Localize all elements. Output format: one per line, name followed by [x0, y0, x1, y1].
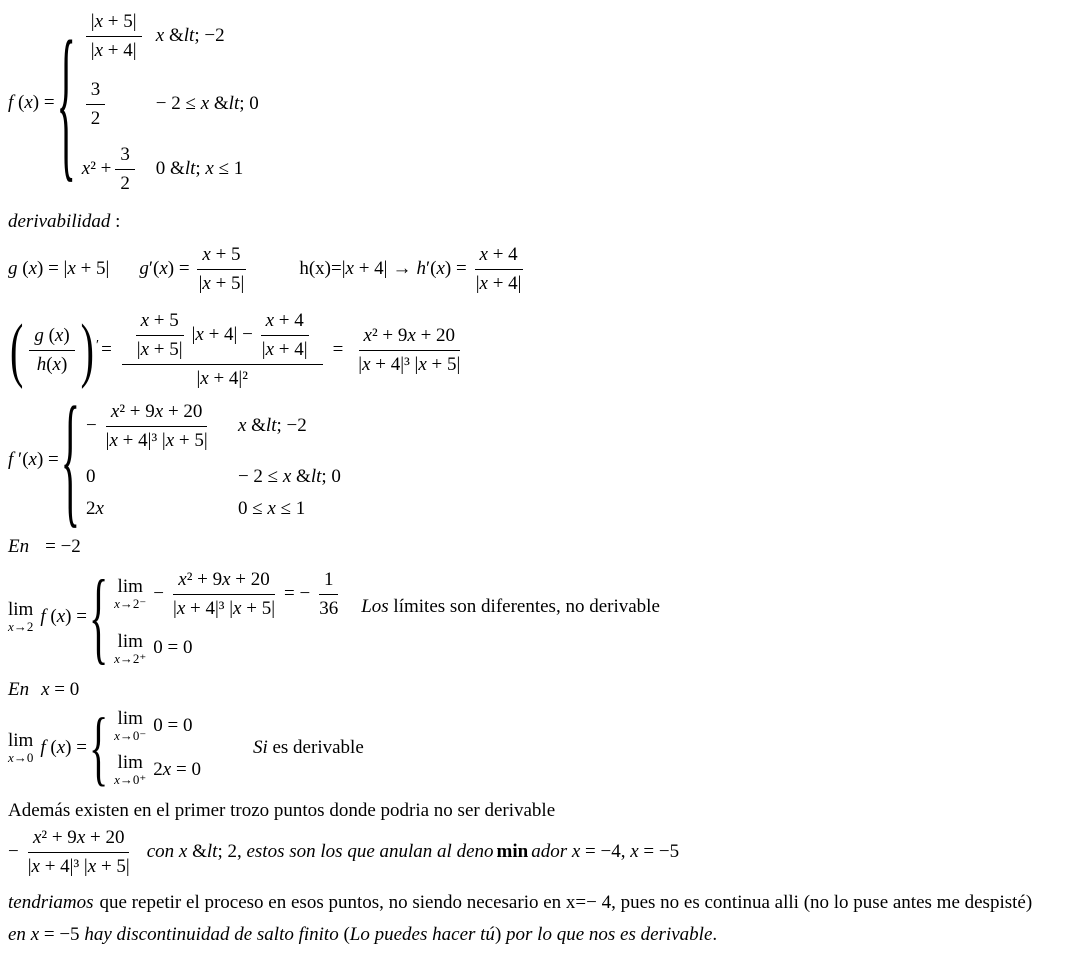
- condition: x &lt; −2: [155, 24, 225, 46]
- lim-subscript: x→2⁺: [114, 650, 147, 666]
- numerator: g (x): [29, 324, 74, 351]
- big-numerator: [122, 309, 323, 366]
- condition: − 2 ≤ x &lt; 0: [155, 92, 259, 114]
- paragraph-first-piece-note: [8, 800, 1085, 822]
- minus-sign: −: [8, 841, 19, 863]
- limit-cases: [114, 709, 201, 786]
- condition: − 2 ≤ x &lt; 0: [237, 465, 341, 487]
- denominator: 2: [120, 173, 130, 195]
- limit-operator: [114, 632, 146, 666]
- note-italic-word: Si: [252, 736, 268, 758]
- condition: 0 &lt; x ≤ 1: [155, 158, 244, 180]
- fraction: [86, 10, 142, 62]
- quotient-rule-equation: [8, 309, 1085, 391]
- denominator-zeros-line: [8, 826, 1085, 878]
- prime-mark: ′: [96, 337, 100, 353]
- condition: x &lt; −2: [237, 415, 307, 437]
- big-fraction: [122, 309, 323, 391]
- f-of-x-equals: f (x) =: [40, 605, 87, 627]
- f-prime-case-2: [86, 466, 341, 488]
- result-fraction: [314, 568, 343, 620]
- limit-operator: [8, 600, 33, 634]
- numerator: x² + 9x + 20: [28, 826, 130, 853]
- result-fraction: [353, 324, 465, 376]
- limit-right-row: [114, 632, 660, 666]
- numerator: x² + 9x + 20: [173, 568, 275, 595]
- italic-lead-word: tendriamos: [8, 892, 94, 914]
- denominator: |x + 5|: [136, 338, 183, 360]
- en-word: En: [8, 679, 30, 701]
- denominator: h(x): [36, 353, 68, 375]
- denominator: |x + 4|³ |x + 5|: [358, 353, 461, 375]
- left-brace: {: [88, 556, 109, 674]
- limit-operator: [114, 753, 146, 787]
- g-definition: g (x) = |x + 5|: [8, 257, 110, 279]
- equals-sign: =: [101, 338, 112, 360]
- note-italic-word: Los: [361, 595, 389, 617]
- f-prime-lhs: f ′(x) =: [8, 449, 59, 471]
- numerator: x + 5: [197, 243, 245, 270]
- f-of-x-equals: f (x) =: [40, 736, 87, 758]
- limit-operator: [114, 577, 146, 611]
- denominator: |x + 4|³ |x + 5|: [27, 856, 130, 878]
- en-minus-2-line: [8, 536, 1085, 558]
- fraction: [168, 568, 280, 620]
- en-value: = −2: [45, 535, 81, 557]
- limit-left-row: [114, 568, 660, 620]
- h-abs: |x + 4|: [341, 257, 388, 279]
- note-roman-text: es derivable: [272, 736, 364, 758]
- lim-word: lim: [117, 751, 143, 773]
- lim-subscript: x→0: [8, 749, 34, 765]
- left-paren: (: [10, 308, 24, 390]
- inner-fraction-2: [257, 309, 313, 361]
- fraction: [23, 826, 135, 878]
- lim-subscript: x→0⁻: [114, 728, 147, 744]
- lim-subscript: x→2: [8, 618, 34, 634]
- f-prime-cases: [86, 400, 341, 520]
- numerator: 1: [319, 568, 339, 595]
- f-prime-case-1: [86, 400, 341, 452]
- limit-operator: [114, 709, 146, 743]
- numerator: x + 4: [475, 243, 523, 270]
- g-prime-lhs: g′(x) =: [139, 257, 190, 279]
- lim-subscript: x→0⁺: [114, 771, 147, 787]
- limit-at-0-block: [8, 699, 1085, 795]
- expression: 2 x: [85, 497, 104, 519]
- expression: 0: [85, 465, 96, 487]
- lim-word: lim: [117, 708, 143, 730]
- numerator: 3: [86, 78, 106, 105]
- right-paren: ): [80, 308, 94, 390]
- h-prime-fraction: [471, 243, 527, 295]
- h-definition-lhs: h(x)=: [299, 257, 342, 279]
- limit-right-row: [114, 753, 201, 787]
- fraction: [115, 143, 135, 195]
- expression: x² +: [81, 158, 112, 180]
- lim-word: lim: [117, 630, 143, 652]
- f-case-1: [82, 10, 259, 62]
- denominator: 36: [319, 597, 339, 619]
- roman-text: que repetir el proceso en esos puntos, no siendo necesario en x=− 4, pues no es continua alli (no lo puse antes me despisté): [99, 892, 1033, 914]
- numerator: x + 4: [261, 309, 309, 336]
- paragraph-text: en x = −5 hay discontinuidad de salto finito (Lo puedes hacer tú) por lo que nos es derivable.: [8, 924, 718, 946]
- denominator: |x + 5|: [198, 272, 245, 294]
- denominator: |x + 4|: [90, 39, 137, 61]
- g-h-derivatives-line: [8, 243, 1085, 295]
- f-prime-case-3: [86, 498, 341, 520]
- equals-sign-2: =: [332, 338, 344, 360]
- numerator: |x + 5|: [86, 10, 142, 37]
- f-case-2: [82, 78, 259, 130]
- lim-word: lim: [8, 598, 34, 620]
- en-value: x = 0: [41, 679, 80, 701]
- fraction: [86, 78, 106, 130]
- inner-fraction-1: [132, 309, 188, 361]
- minus-sign: −: [85, 415, 97, 437]
- expression: 0 = 0: [153, 637, 193, 659]
- g-over-h-fraction: [29, 324, 74, 376]
- paragraph-discontinuity: [8, 924, 1085, 946]
- numerator: x² + 9x + 20: [106, 400, 208, 427]
- f-lhs: f (x) =: [8, 91, 55, 113]
- limit-operator: [8, 731, 33, 765]
- minus-sign: −: [153, 582, 165, 604]
- lim-word: lim: [8, 730, 34, 752]
- denominator: |x + 4|: [475, 272, 522, 294]
- left-brace: {: [60, 375, 80, 542]
- lim-word: lim: [117, 576, 143, 598]
- limits-different-note: [361, 596, 660, 618]
- f-case-3: [82, 143, 259, 195]
- derivable-note: [253, 737, 364, 759]
- paragraph-text: Además existen en el primer trozo puntos donde podria no ser derivable: [8, 800, 556, 822]
- h-prime-lhs: h′(x) =: [416, 257, 467, 279]
- f-piecewise-definition: [8, 3, 1085, 198]
- fraction: [101, 400, 213, 452]
- denominator: |x + 4|³ |x + 5|: [173, 597, 276, 619]
- note-roman-text: límites son diferentes, no derivable: [393, 595, 660, 617]
- equals-minus: = −: [284, 582, 311, 604]
- limit-cases: [114, 568, 660, 665]
- left-brace: {: [56, 3, 76, 198]
- paragraph-repeat-process: [8, 892, 1085, 914]
- lim-subscript: x→2⁻: [114, 595, 147, 611]
- denominator: 2: [90, 107, 101, 129]
- numerator: x² + 9x + 20: [359, 324, 461, 351]
- limit-left-row: [114, 709, 201, 743]
- g-prime-fraction: [194, 243, 250, 295]
- min-operator: min: [496, 841, 529, 863]
- left-brace: {: [88, 699, 109, 795]
- numerator: 3: [115, 143, 135, 170]
- implies-arrow: →: [392, 257, 412, 279]
- big-denominator: |x + 4|²: [196, 368, 248, 390]
- condition: 0 ≤ x ≤ 1: [237, 497, 306, 519]
- middle-term: |x + 4| −: [191, 323, 253, 345]
- zeros-text-segment-1: con x &lt; 2, estos son los que anulan al deno: [146, 841, 494, 863]
- denominator: |x + 4|: [261, 338, 308, 360]
- denominator: |x + 4|³ |x + 5|: [105, 430, 208, 452]
- derivability-heading: [8, 211, 1085, 233]
- en-word: En: [8, 535, 30, 557]
- derivability-label: derivabilidad :: [8, 211, 121, 233]
- limit-at-2-block: [8, 556, 1085, 674]
- en-x-0-line: [8, 679, 1085, 701]
- expression: 2x = 0: [153, 758, 201, 780]
- expression: 0 = 0: [153, 715, 193, 737]
- f-cases: [82, 10, 259, 195]
- zeros-text-segment-2: ador x = −4, x = −5: [531, 841, 680, 863]
- numerator: x + 5: [136, 309, 184, 336]
